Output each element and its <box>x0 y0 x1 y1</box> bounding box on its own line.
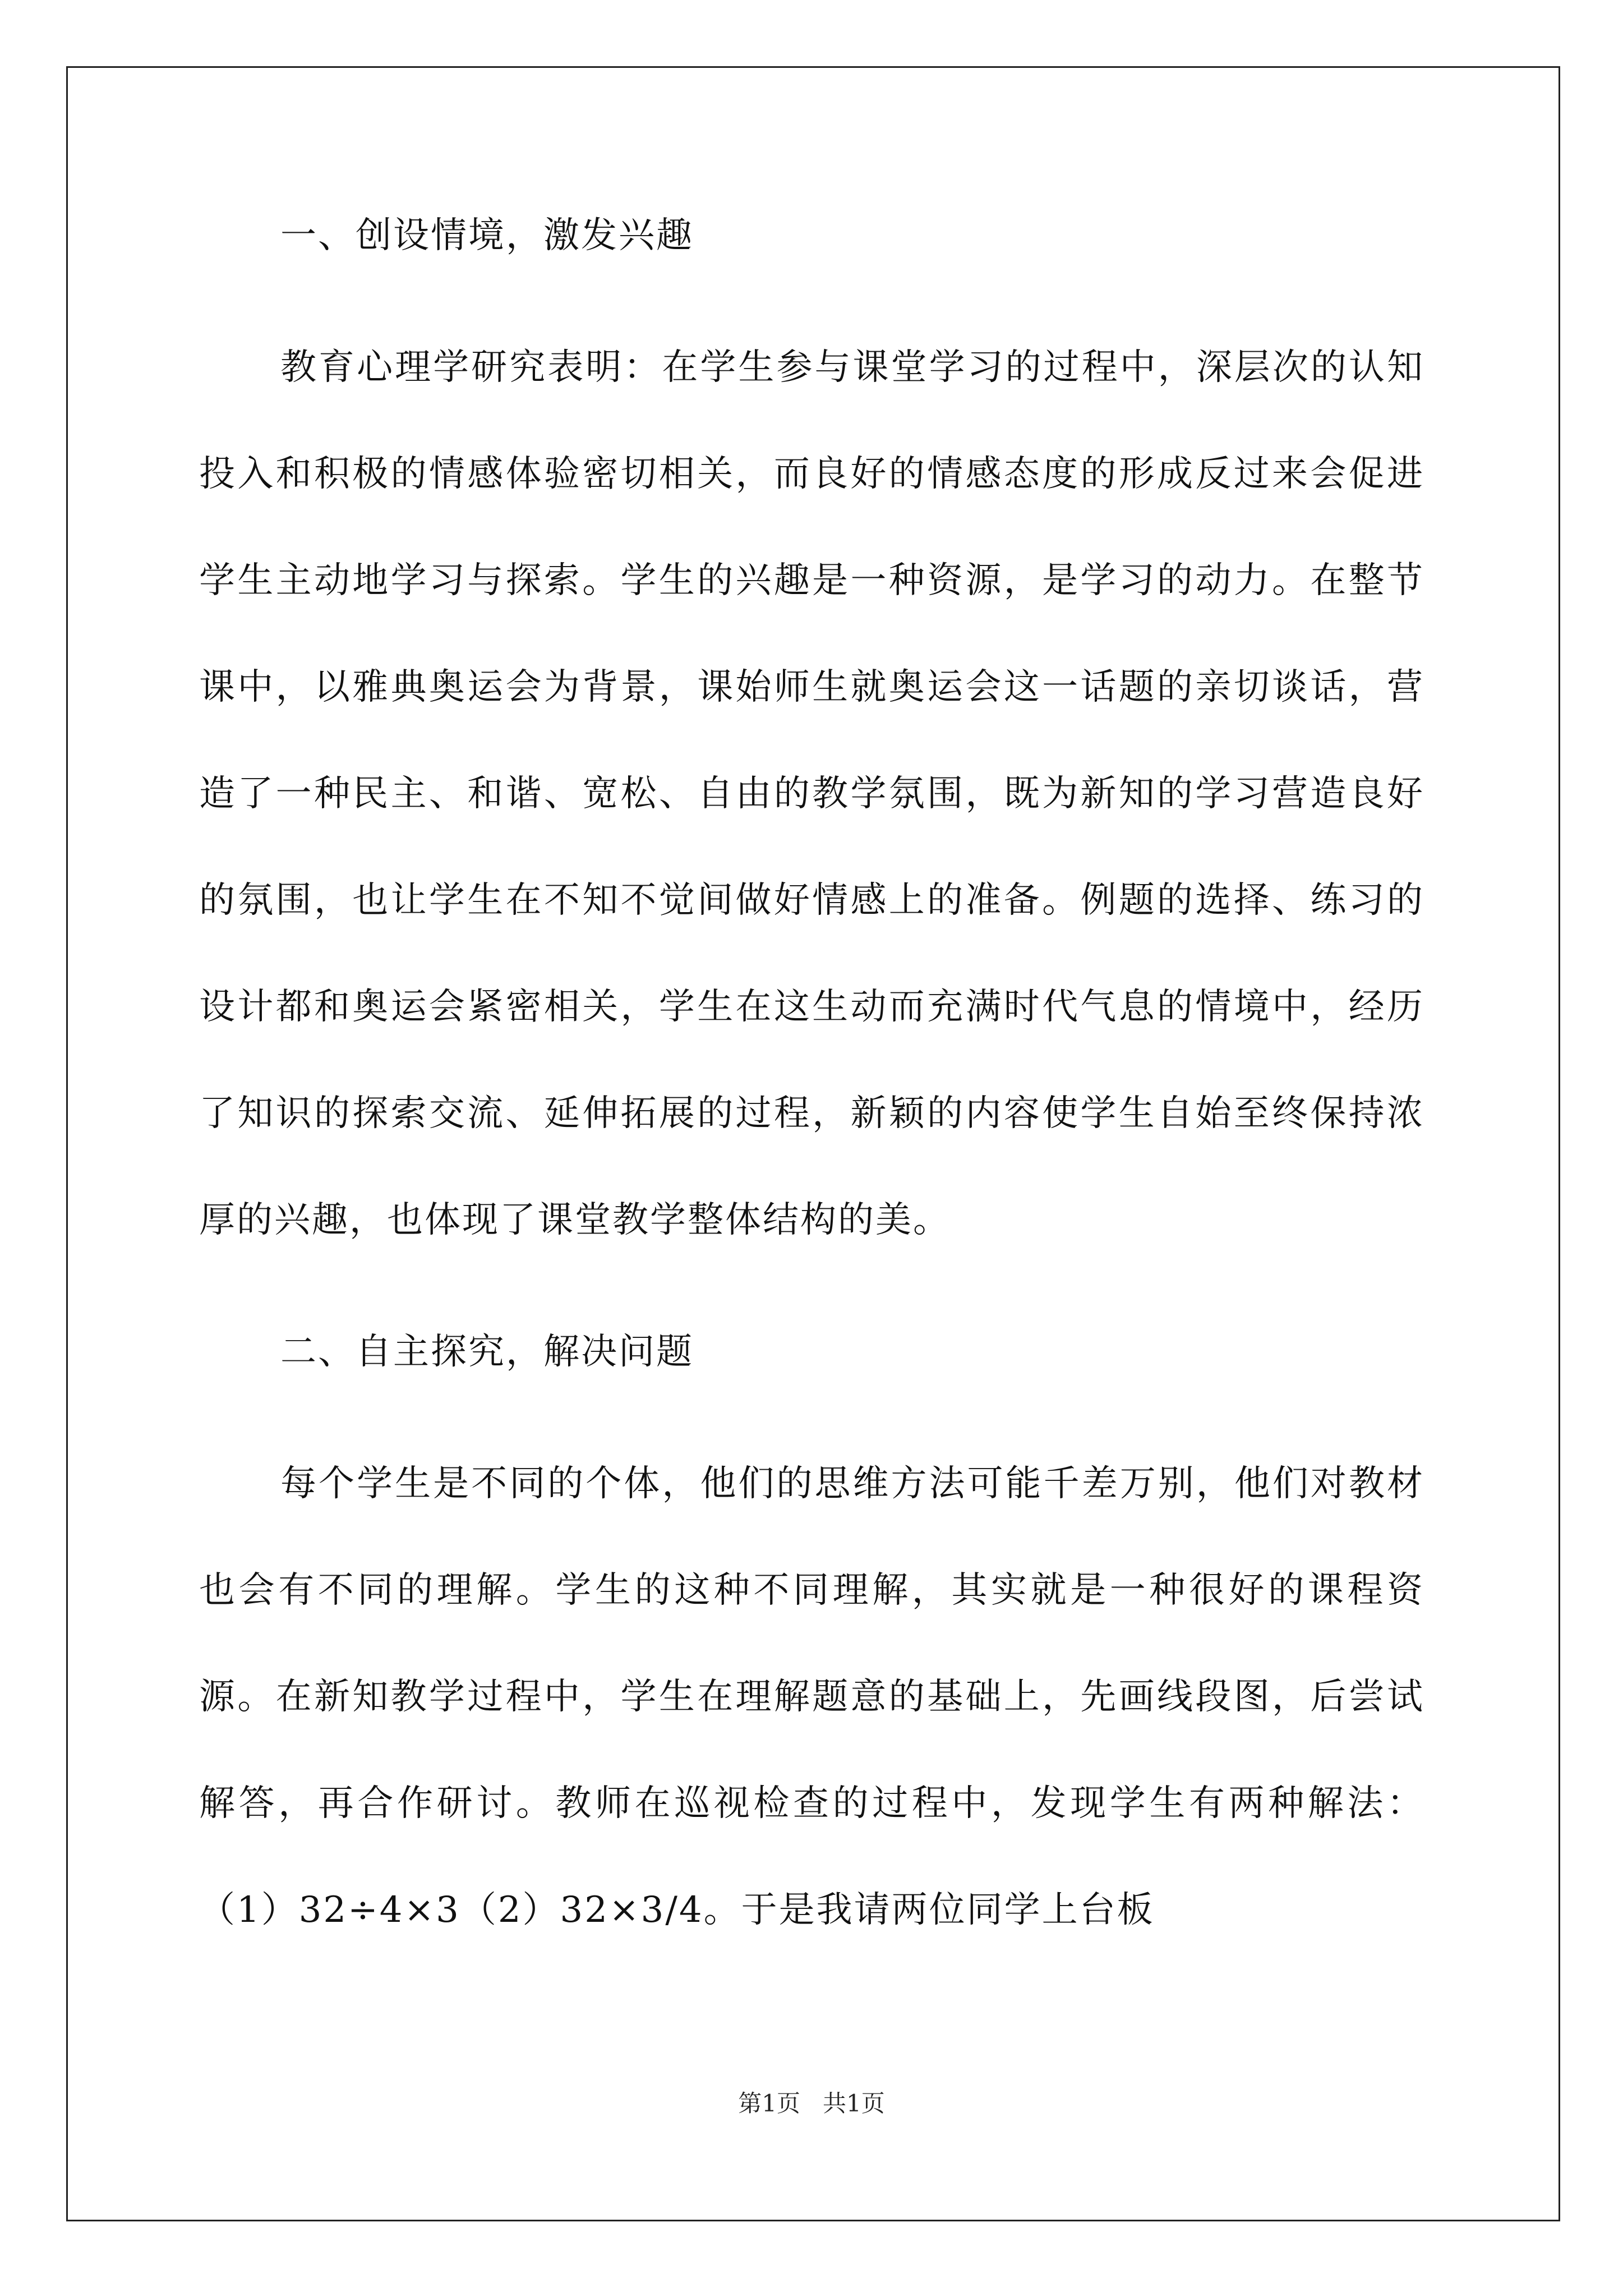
page-footer: 第1页 共1页 <box>738 2090 885 2117</box>
section-2-paragraph: 每个学生是不同的个体，他们的思维方法可能千差万别，他们对教材也会有不同的理解。学生的这种不同理解，其实就是一种很好的课程资源。在新知教学过程中，学生在理解题意的基础上，先画线段图，后尝试解答，再合作研讨。教师在巡视检查的过程中，发现学生有两种解法：（1）32÷4×3（2）32×3/4。于是我请两位同学上台板 <box>199 1463 1424 1931</box>
section-1-paragraph: 教育心理学研究表明：在学生参与课堂学习的过程中，深层次的认知投入和积极的情感体验密切相关，而良好的情感态度的形成反过来会促进学生主动地学习与探索。学生的兴趣是一种资源，是学习的动力。在整节课中，以雅典奥运会为背景，课始师生就奥运会这一话题的亲切谈话，营造了一种民主、和谐、宽松、自由的教学氛围，既为新知的学习营造良好的氛围，也让学生在不知不觉间做好情感上的准备。例题的选择、练习的设计都和奥运会紧密相关，学生在这生动而充满时代气息的情境中，经历了知识的探索交流、延伸拓展的过程，新颖的内容使学生自始至终保持浓厚的兴趣，也体现了课堂教学整体结构的美。 <box>199 347 1424 1241</box>
document-body <box>199 208 1424 1963</box>
section-2-heading: 二、自主探究，解决问题 <box>280 1331 694 1373</box>
section-1-heading: 一、创设情境，激发兴趣 <box>280 215 694 256</box>
